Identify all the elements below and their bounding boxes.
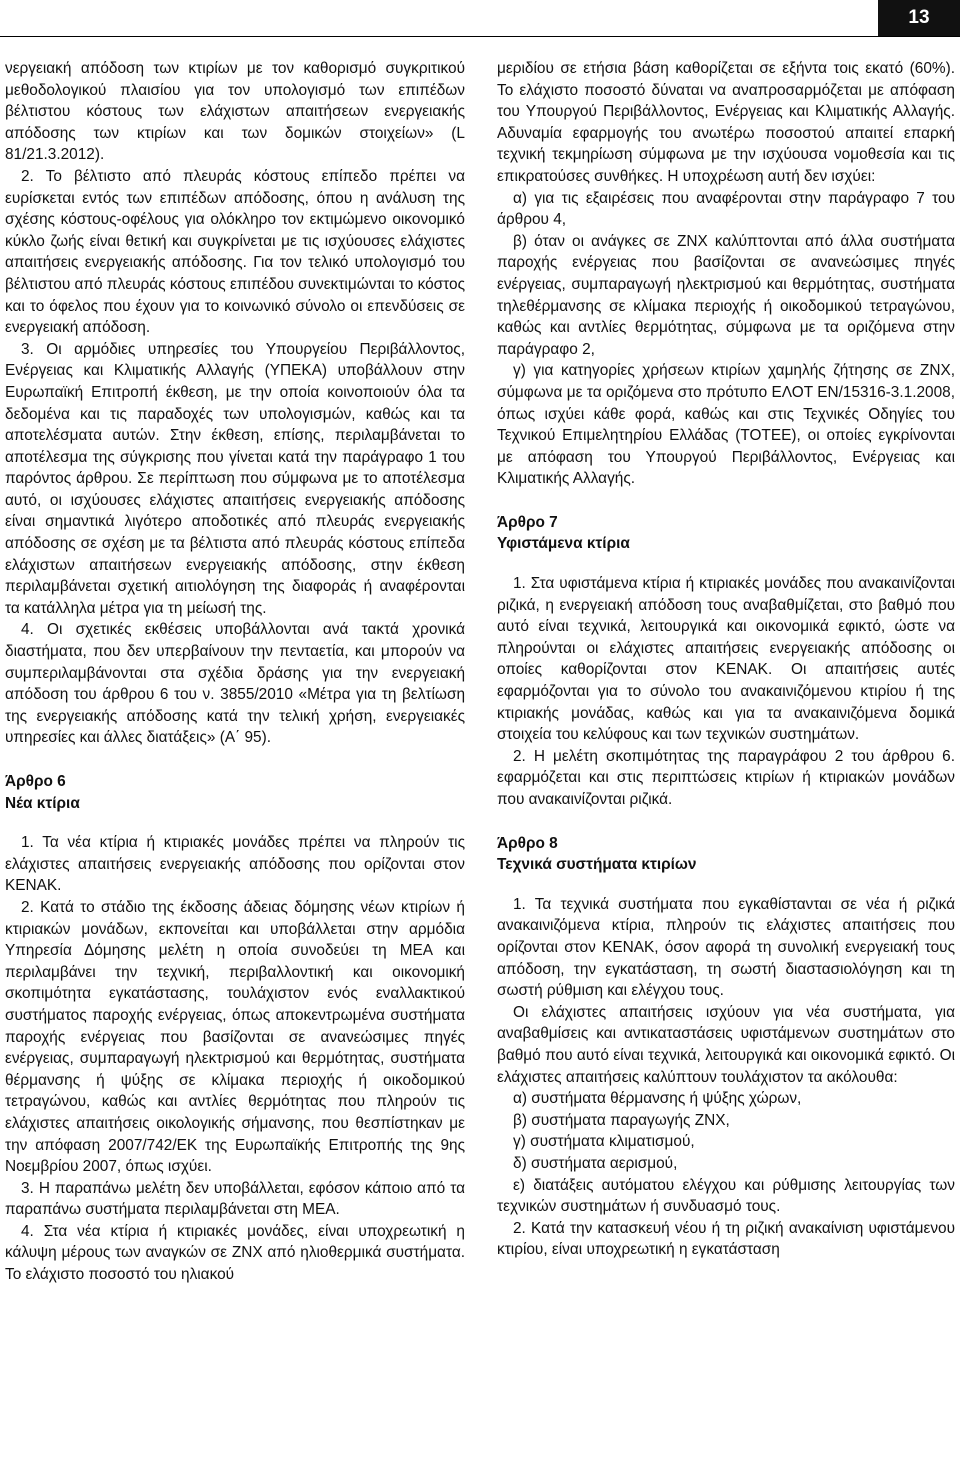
paragraph: Οι ελάχιστες απαιτήσεις ισχύουν για νέα συστήματα, για αναβαθμίσεις και αντικαταστάσεις υφιστάμενων συστημάτων στο βαθμό που αυτό είναι τεχνικά, λειτουργικά και οικονομικά εφικτό. Οι ελάχιστες απαιτήσεις καλύπτουν τουλάχιστον τα ακόλουθα: xyxy=(497,1003,955,1086)
paragraph: 4. Στα νέα κτίρια ή κτιριακές μονάδες, είναι υποχρεωτική η κάλυψη μέρους των αναγκών σε ΖΝΧ από ηλιοθερμικά συστήματα. Το ελάχιστο ποσοστό του ηλιακού xyxy=(5,1222,465,1284)
article-7-subtitle: Υφιστάμενα κτίρια xyxy=(497,535,630,553)
paragraph: νεργειακή απόδοση των κτιρίων με τον καθορισμό συγκριτικού μεθοδολογικού πλαισίου για τον υπολογισμό των επιπέδων βέλτιστου κόστους των ελάχιστων απαιτήσεων ενεργειακής απόδοσης των κτιρίων και των δομικών στοιχείων» (L 81/21.3.2012). xyxy=(5,60,465,164)
article-6-title: Άρθρο 6 xyxy=(5,773,66,790)
paragraph: 4. Οι σχετικές εκθέσεις υποβάλλονται ανά τακτά χρονικά διαστήματα, που δεν υπερβαίνουν την πενταετία, και μπορούν να συμπεριλαμβάνονται στα σχέδια δράσης για την ενεργειακή απόδοση του άρθρου 6 του ν. 3855/2010 «Μέτρα για τη βελτίωση της ενεργειακής απόδοσης κατά την τελική χρήση, ενεργειακές υπηρεσίες και άλλες διατάξεις» (Α΄ 95). xyxy=(5,621,465,747)
paragraph: 2. Κατά την κατασκευή νέου ή τη ριζική ανακαίνιση υφιστάμενου κτιρίου, είναι υποχρεωτική η εγκατάσταση xyxy=(497,1219,955,1259)
paragraph: μεριδίου σε ετήσια βάση καθορίζεται σε εξήντα τοις εκατό (60%). Το ελάχιστο ποσοστό δύναται να αναπροσαρμόζεται με απόφαση του Υπουργού Περιβάλλοντος, Ενέργειας και Κλιματικής Αλλαγής. Αδυναμία εφαρμογής του ανωτέρω ποσοστού απαιτεί επαρκή τεχνική τεκμηρίωση σύμφωνα με την ισχύουσα νομοθεσία και τις επικρατούσες συνθήκες. Η υποχρέωση αυτή δεν ισχύει: xyxy=(497,60,955,185)
paragraph: 3. Οι αρμόδιες υπηρεσίες του Υπουργείου Περιβάλλοντος, Ενέργειας και Κλιματικής Αλλαγής (ΥΠΕΚΑ) υποβάλλουν στην Ευρωπαϊκή Επιτροπή έκθεση, με την οποία κοινοποιούν όλα τα δεδομένα και τις παραδοχές των υπολογισμών, καθώς και τα αποτελέσματα αυτών. Στην έκθεση, επίσης, περιλαμβάνεται το αποτέλεσμα της σύγκρισης που γίνεται κατά την παράγραφο 1 του παρόντος άρθρου. Σε περίπτωση που σύμφωνα με το αποτέλεσμα αυτό, οι ισχύουσες ελάχιστες απαιτήσεις ενεργειακής απόδοσης είναι σημαντικά λιγότερο αποδοτικές από πλευράς ενεργειακής απόδοσης σε σχέση με τα βέλτιστα από πλευράς κόστους επίπεδα ελάχιστων απαιτήσεων ενεργειακής απόδοσης, στην έκθεση περιλαμβάνεται σχετική αιτιολόγηση της διαφοράς ή αναφέρονται τα κατάλληλα μέτρα για τη μείωσή της. xyxy=(5,340,465,617)
article-6-subtitle: Νέα κτίρια xyxy=(5,794,80,812)
left-column xyxy=(5,58,465,1286)
paragraph: 2. Κατά το στάδιο της έκδοσης άδειας δόμησης νέων κτιρίων ή κτιριακών μονάδων, εκπονείται και υποβάλλεται στην αρμόδια Υπηρεσία Δόμησης μελέτη η οποία συνοδεύει τη ΜΕΑ και περιλαμβάνει την τεχνική, περιβαλλοντική και οικονομική σκοπιμότητα εγκατάστασης, τουλάχιστον ενός εναλλακτικού συστήματος παροχής ενέργειας, όπως αποκεντρωμένα συστήματα παροχής ενέργειας που βασίζονται σε ανανεώσιμες πηγές ενέργειας, συμπαραγωγή ηλεκτρισμού και θερμότητας, συστήματα θέρμανσης ή ψύξης σε κλίμακα περιοχής ή οικοδομικού τετραγώνου, καθώς και αντλίες θερμότητας που πληρούν τις ελάχιστες απαιτήσεις οικολογικής σήμανσης, που θεσπίστηκαν με την απόφαση 2007/742/ΕΚ της Ευρωπαϊκής Επιτροπής της 9ης Νοεμβρίου 2007, όπως ισχύει. xyxy=(5,898,465,1176)
list-item: ε) διατάξεις αυτόματου ελέγχου και ρύθμισης λειτουργίας των τεχνικών συστημάτων ή συνδυασμό τους. xyxy=(497,1176,955,1216)
list-item: β) όταν οι ανάγκες σε ΖΝΧ καλύπτονται από άλλα συστήματα παροχής ενέργειας που βασίζονται σε ανανεώσιμες πηγές ενέργειας, συμπαραγωγή ηλεκτρισμού και θερμότητας, συστήματα τηλεθέρμανσης σε κλίμακα περιοχής ή οικοδομικού τετραγώνου, καθώς και αντλίες θερμότητας, σύμφωνα με τα οριζόμενα στην παράγραφο 2, xyxy=(497,232,955,358)
list-item: α) για τις εξαιρέσεις που αναφέρονται στην παράγραφο 7 του άρθρου 4, xyxy=(497,189,955,229)
page-number: 13 xyxy=(878,0,960,36)
article-7-title: Άρθρο 7 xyxy=(497,513,558,531)
list-item: δ) συστήματα αερισμού, xyxy=(513,1154,678,1172)
paragraph: 1. Τα τεχνικά συστήματα που εγκαθίστανται σε νέα ή ριζικά ανακαινιζόμενα κτίρια, πληρούν τις ελάχιστες απαιτήσεις που ορίζονται στον ΚΕΝΑΚ, όσον αφορά τη συνολική ενεργειακή τους απόδοση, την εγκατάσταση, τη σωστή διαστασιολόγηση και τη σωστή ρύθμιση και ελέγχου τους. xyxy=(497,895,955,1000)
page-header xyxy=(0,0,960,36)
paragraph: 2. Το βέλτιστο από πλευράς κόστους επίπεδο πρέπει να ευρίσκεται εντός των επιπέδων απόδοσης, όπου η ανάλυση της σχέσης κόστους-οφέλους για ολόκληρο τον εκτιμώμενο οικονομικό κύκλο ζωής είναι θετική και συγκρίνεται με τις ισχύουσες ελάχιστες απαιτήσεις ενεργειακής απόδοσης. Για τον τελικό υπολογισμό του βέλτιστου από πλευράς κόστους επιπέδου συνεκτιμώνται το κόστος και το όφελος που έχουν για το κοινωνικό σύνολο οι επενδύσεις σε ενεργειακή απόδοση. xyxy=(5,167,465,337)
article-8-title: Άρθρο 8 xyxy=(497,834,558,852)
article-8-subtitle: Τεχνικά συστήματα κτιρίων xyxy=(497,856,697,874)
list-item: β) συστήματα παραγωγής ΖΝΧ, xyxy=(513,1111,730,1129)
list-item: γ) για κατηγορίες χρήσεων κτιρίων χαμηλής ζήτησης σε ΖΝΧ, σύμφωνα με τα οριζόμενα στο πρότυπο ΕΛΟΤ ΕΝ/15316-3.1.2008, όπως ισχύει κάθε φορά, καθώς και στις Τεχνικές Οδηγίες του Τεχνικού Επιμελητηρίου Ελλάδας (ΤΟΤΕΕ), οι οποίες εγκρίνονται με απόφαση του Υπουργού Περιβάλλοντος, Ενέργειας και Κλιματικής Αλλαγής. xyxy=(497,362,955,488)
paragraph: 2. Η μελέτη σκοπιμότητας της παραγράφου 2 του άρθρου 6. εφαρμόζεται και στις περιπτώσεις κτιρίων ή κτιριακών μονάδων που ανακαινίζονται ριζικά. xyxy=(497,747,955,808)
list-item: α) συστήματα θέρμανσης ή ψύξης χώρων, xyxy=(513,1090,802,1108)
header-rule xyxy=(0,36,960,37)
paragraph: 1. Τα νέα κτίρια ή κτιριακές μονάδες πρέπει να πληρούν τις ελάχιστες απαιτήσεις ενεργειακής απόδοσης που ορίζονται στον ΚΕΝΑΚ. xyxy=(5,834,465,895)
right-column xyxy=(497,58,955,1261)
list-item: γ) συστήματα κλιματισμού, xyxy=(513,1133,695,1151)
paragraph: 3. Η παραπάνω μελέτη δεν υποβάλλεται, εφόσον κάποιο από τα παραπάνω συστήματα περιλαμβάνεται στη ΜΕΑ. xyxy=(5,1179,465,1219)
paragraph: 1. Στα υφιστάμενα κτίρια ή κτιριακές μονάδες που ανακαινίζονται ριζικά, η ενεργειακή απόδοση τους αναβαθμίζεται, στο βαθμό που αυτό είναι τεχνικά, λειτουργικά και οικονομικά εφικτό, ώστε να πληρούνται οι ελάχιστες απαιτήσεις ενεργειακής απόδοσης οι οποίες καθορίζονται στον ΚΕΝΑΚ. Οι απαιτήσεις αυτές εφαρμόζονται για το σύνολο του ανακαινιζόμενου κτιρίου ή της κτιριακής μονάδας, καθώς και για τα ανακαινιζόμενα δομικά στοιχεία του κελύφους και των τεχνικών συστημάτων. xyxy=(497,575,955,744)
